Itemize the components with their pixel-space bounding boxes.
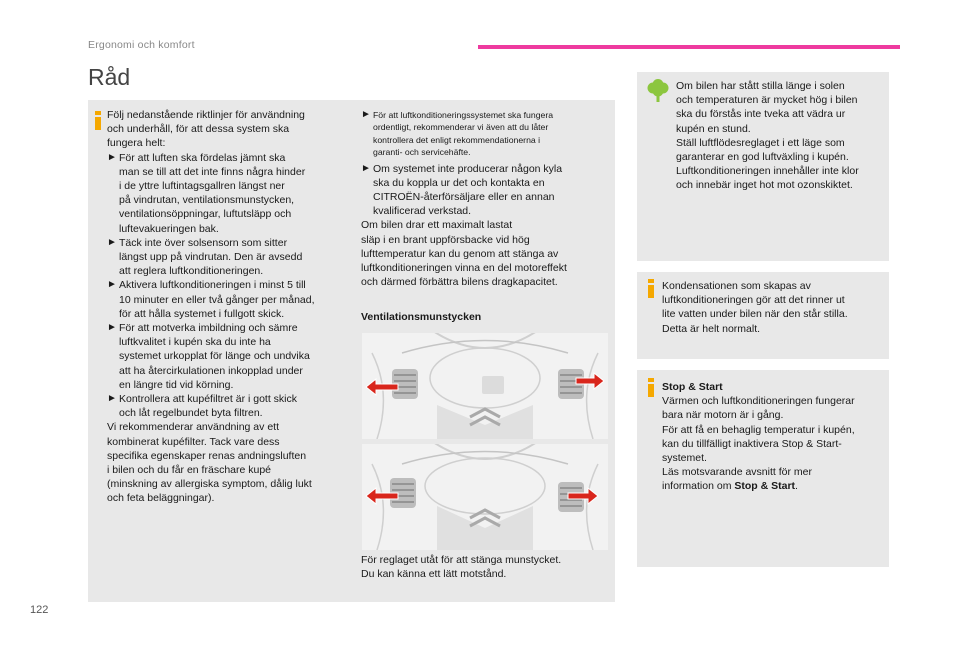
text-line: specifika egenskaper renas andningsluften bbox=[107, 449, 307, 462]
text-line: garanti- och servicehäfte. bbox=[373, 147, 471, 158]
bullet-arrow-icon: ► bbox=[107, 322, 117, 334]
section-header: Ergonomi och komfort bbox=[88, 39, 195, 51]
text-line: man se till att det inte finns några hinder bbox=[119, 165, 306, 178]
text-line: ska du förstås inte tveka att vädra ur bbox=[676, 108, 846, 121]
text-line: kvalificerad verkstad. bbox=[373, 205, 472, 218]
info-icon bbox=[648, 378, 654, 397]
bullet-arrow-icon: ► bbox=[107, 236, 117, 248]
info-icon bbox=[95, 111, 101, 130]
list-item bbox=[107, 236, 315, 279]
bullet-arrow-icon: ► bbox=[107, 393, 117, 405]
vent-caption bbox=[361, 553, 561, 581]
text-line: Detta är helt normalt. bbox=[662, 322, 761, 335]
section-header-bar bbox=[478, 45, 900, 49]
list-item bbox=[107, 392, 315, 420]
text-line: släp i en brant uppförsbacke vid hög bbox=[361, 233, 530, 246]
bullet-arrow-icon: ► bbox=[107, 151, 117, 163]
advice-list bbox=[107, 151, 315, 421]
list-item bbox=[107, 321, 315, 392]
text-line: en längre tid vid körning. bbox=[119, 378, 234, 391]
text-line: Läs motsvarande avsnitt för mer bbox=[662, 466, 812, 479]
text-line: kontrollera det enligt rekommendationerna i bbox=[373, 134, 541, 145]
text-line: systemet. bbox=[662, 452, 707, 465]
text-line: fungera helt: bbox=[107, 137, 166, 150]
intro-paragraph bbox=[107, 108, 315, 151]
text-line: och feta beläggningar). bbox=[107, 492, 215, 505]
text-line: kupén en stund. bbox=[676, 122, 751, 135]
vent-illustration-open bbox=[362, 333, 608, 439]
text-line: För att få en behaglig temperatur i kupén, bbox=[662, 423, 855, 436]
stopstart-text bbox=[662, 380, 855, 494]
text-line: luftkonditioneringen vinna en del motoreffekt bbox=[361, 262, 567, 275]
condensation-text bbox=[662, 279, 848, 336]
towing-paragraph bbox=[361, 218, 567, 289]
text-line: Värmen och luftkonditioneringen fungerar bbox=[662, 395, 855, 408]
filter-paragraph bbox=[107, 420, 315, 505]
text-line: lufttemperatur kan du genom att stänga av bbox=[361, 247, 559, 260]
bullet-arrow-icon: ► bbox=[107, 279, 117, 291]
text-line: Ställ luftflödesreglaget i ett läge som bbox=[676, 136, 845, 149]
text-line: för att hålla systemet i fullgott skick. bbox=[119, 307, 285, 320]
text-line: kan du tillfälligt inaktivera Stop & Start- bbox=[662, 437, 842, 450]
text-line: För reglaget utåt för att stänga munstycket. bbox=[361, 554, 562, 566]
text-line: och underhåll, för att dessa system ska bbox=[107, 123, 290, 136]
text-line: ordentligt, rekommenderar vi även att du låter bbox=[373, 122, 549, 133]
text-line: Luftkonditioneringen innehåller inte klor bbox=[676, 165, 859, 178]
text-line: För att motverka imbildning och sämre bbox=[119, 322, 298, 335]
text-line: Du kan känna ett lätt motstånd. bbox=[361, 568, 507, 581]
text-line: Om bilen har stått stilla länge i solen bbox=[676, 80, 845, 92]
stopstart-reference: information om Stop & Start. bbox=[662, 480, 798, 493]
text-line: och temperaturen är mycket hög i bilen bbox=[676, 94, 858, 107]
list-item bbox=[107, 278, 315, 321]
text-line: För att luftkonditioneringssystemet ska fungera bbox=[373, 110, 554, 120]
text-line: och låt regelbundet byta filtren. bbox=[119, 407, 263, 420]
left-column bbox=[107, 108, 315, 506]
text-line: Om systemet inte producerar någon kyla bbox=[373, 162, 563, 175]
info-icon bbox=[648, 279, 654, 298]
leaf-icon bbox=[647, 79, 669, 103]
vent-illustration-closed bbox=[362, 444, 608, 550]
stopstart-title: Stop & Start bbox=[662, 381, 723, 393]
text-line: luftkonditioneringen gör att det rinner ut bbox=[662, 294, 845, 307]
text-line: i bilen och du får en fräschare kupé bbox=[107, 464, 272, 477]
page-number: 122 bbox=[30, 604, 49, 616]
service-bullet bbox=[361, 109, 567, 159]
text-line: garanterar en god luftväxling i kupén. bbox=[676, 151, 849, 164]
text-line: luftevakueringen bak. bbox=[119, 222, 219, 235]
text-line: 10 minuter en eller två gånger per månad, bbox=[119, 293, 315, 306]
list-item bbox=[107, 151, 315, 236]
text-line: luftkvalitet i kupén ska du inte ha bbox=[119, 336, 271, 349]
text-line: ska du koppla ur det och kontakta en bbox=[373, 176, 545, 189]
text-line: och därmed förbättra bilens dragkapacitet. bbox=[361, 276, 558, 289]
text-line: Vi rekommenderar användning av ett bbox=[107, 421, 279, 434]
text-line: Aktivera luftkonditioneringen i minst 5 till bbox=[119, 279, 306, 292]
middle-column bbox=[361, 109, 567, 289]
text-line: Täck inte över solsensorn som sitter bbox=[119, 236, 288, 249]
text-line: längst upp på vindrutan. Den är avsedd bbox=[119, 251, 303, 264]
text-line: att reglera luftkonditioneringen. bbox=[119, 265, 264, 278]
text-line: kombinerat kupéfilter. Tack vare dess bbox=[107, 435, 280, 448]
bullet-arrow-icon: ► bbox=[361, 162, 371, 174]
vent-heading: Ventilationsmunstycken bbox=[361, 311, 482, 323]
text-line: För att luften ska fördelas jämnt ska bbox=[119, 151, 286, 164]
text-line: i de yttre luftintagsgallren längst ner bbox=[119, 180, 285, 193]
eco-text bbox=[676, 79, 859, 193]
text-line: (minskning av allergiska symptom, dålig lukt bbox=[107, 478, 312, 491]
text-line: på vindrutan, ventilationsmunstycken, bbox=[119, 194, 295, 207]
bullet-arrow-icon: ► bbox=[361, 109, 371, 120]
text-line: systemet urkopplat för länge och undvika bbox=[119, 350, 310, 363]
page-title: Råd bbox=[88, 64, 131, 90]
text-line: CITROËN-återförsäljare eller en annan bbox=[373, 191, 555, 204]
text-line: att ha återcirkulationen inkopplad under bbox=[119, 364, 303, 377]
text-line: bara när motorn är i gång. bbox=[662, 409, 784, 422]
no-cooling-bullet bbox=[361, 162, 567, 219]
text-line: Kontrollera att kupéfiltret är i gott skick bbox=[119, 393, 297, 406]
text-line: ventilationsöppningar, luftutsläpp och bbox=[119, 208, 292, 221]
text-line: Kondensationen som skapas av bbox=[662, 280, 811, 292]
text-line: och innebär inget hot mot ozonskiktet. bbox=[676, 179, 853, 192]
text-line: Följ nedanstående riktlinjer för användning bbox=[107, 109, 305, 121]
text-line: lite vatten under bilen när den står stilla. bbox=[662, 308, 848, 321]
text-line: Om bilen drar ett maximalt lastat bbox=[361, 219, 513, 232]
